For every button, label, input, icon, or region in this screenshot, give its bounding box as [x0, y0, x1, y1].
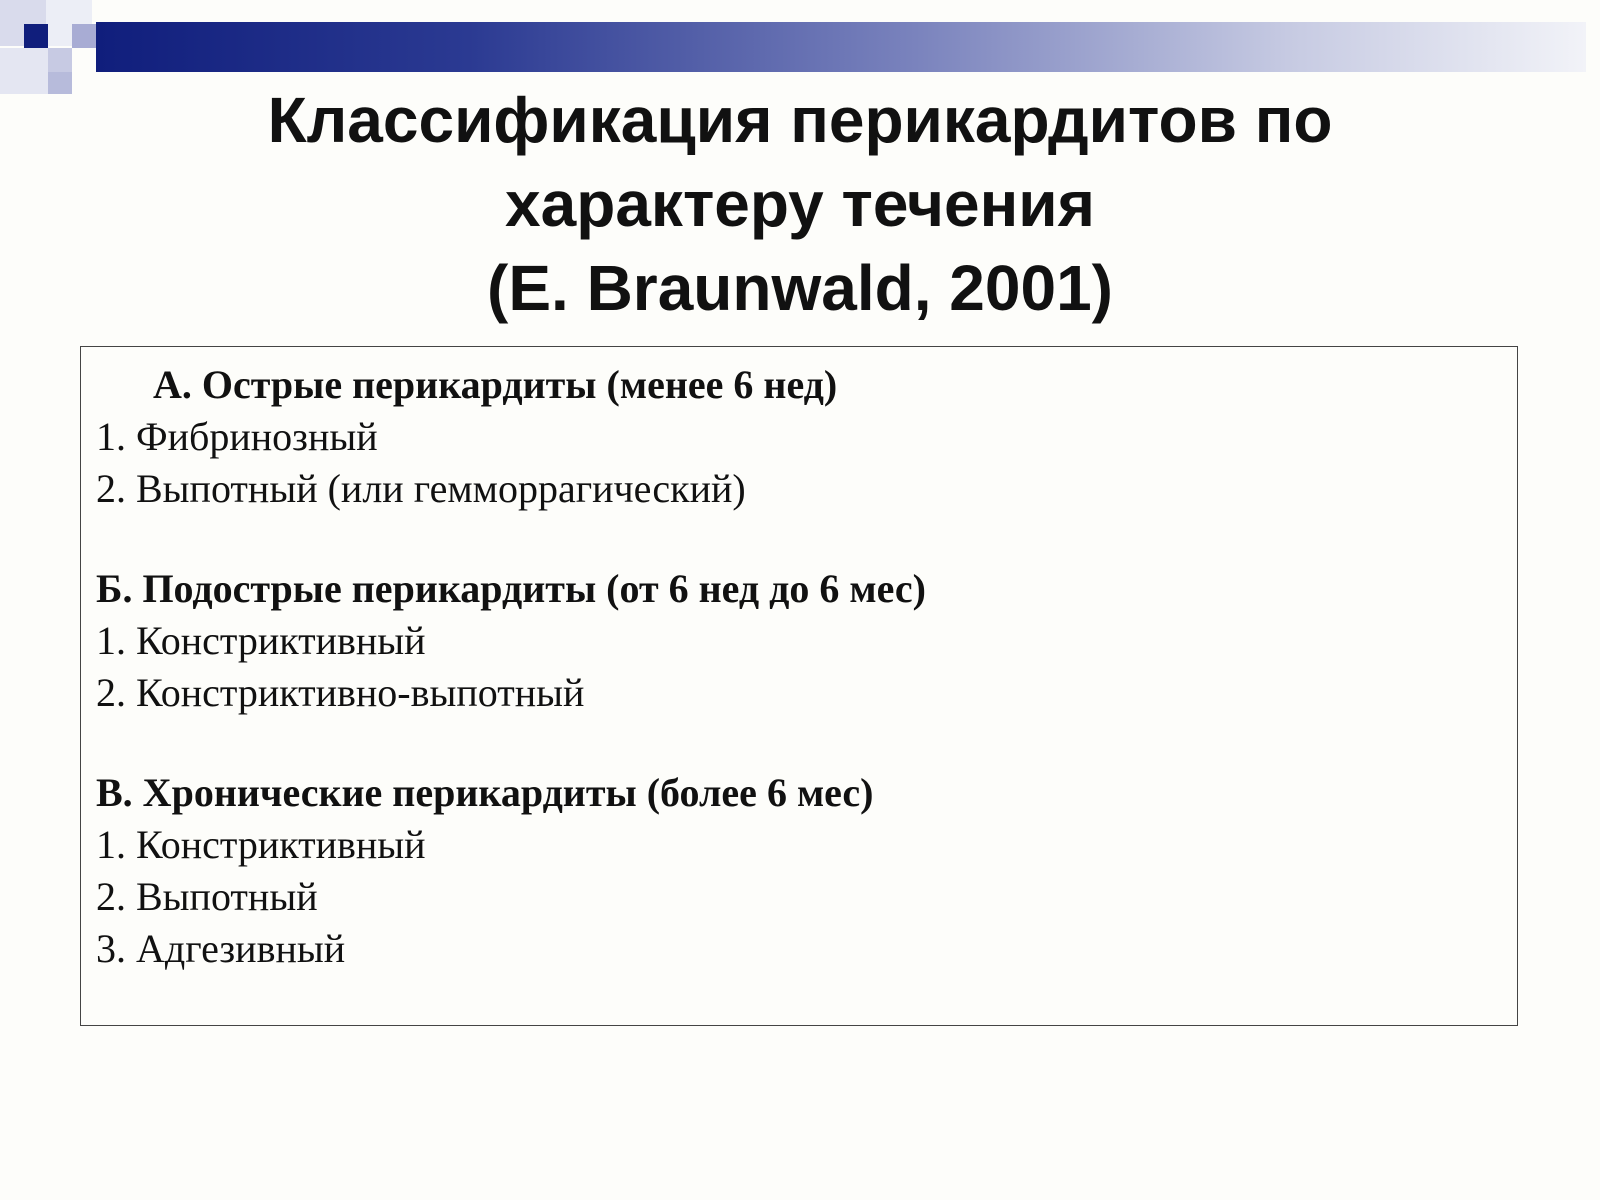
list-item: 2. Выпотный (или гемморрагический) [96, 466, 746, 511]
classification-box [80, 346, 1518, 1026]
decor-square [72, 24, 96, 48]
list-item: 1. Фибринозный [96, 414, 378, 459]
title-line: Классификация перикардитов по [267, 84, 1333, 156]
list-item: 2. Выпотный [96, 874, 318, 919]
title-line: (E. Braunwald, 2001) [487, 252, 1113, 324]
section-heading-chronic: В. Хронические перикардиты (более 6 мес) [96, 770, 874, 815]
section-heading-acute: А. Острые перикардиты (менее 6 нед) [153, 362, 838, 407]
title-line: характеру течения [505, 168, 1095, 240]
decor-square [24, 24, 48, 48]
list-item: 2. Констриктивно-выпотный [96, 670, 585, 715]
header-gradient-bar [96, 22, 1586, 72]
section-heading-subacute: Б. Подострые перикардиты (от 6 нед до 6 мес) [96, 566, 926, 611]
slide-title [0, 78, 1600, 330]
list-item: 1. Констриктивный [96, 618, 426, 663]
decor-square [48, 48, 72, 72]
list-item: 3. Адгезивный [96, 926, 346, 971]
list-item: 1. Констриктивный [96, 822, 426, 867]
